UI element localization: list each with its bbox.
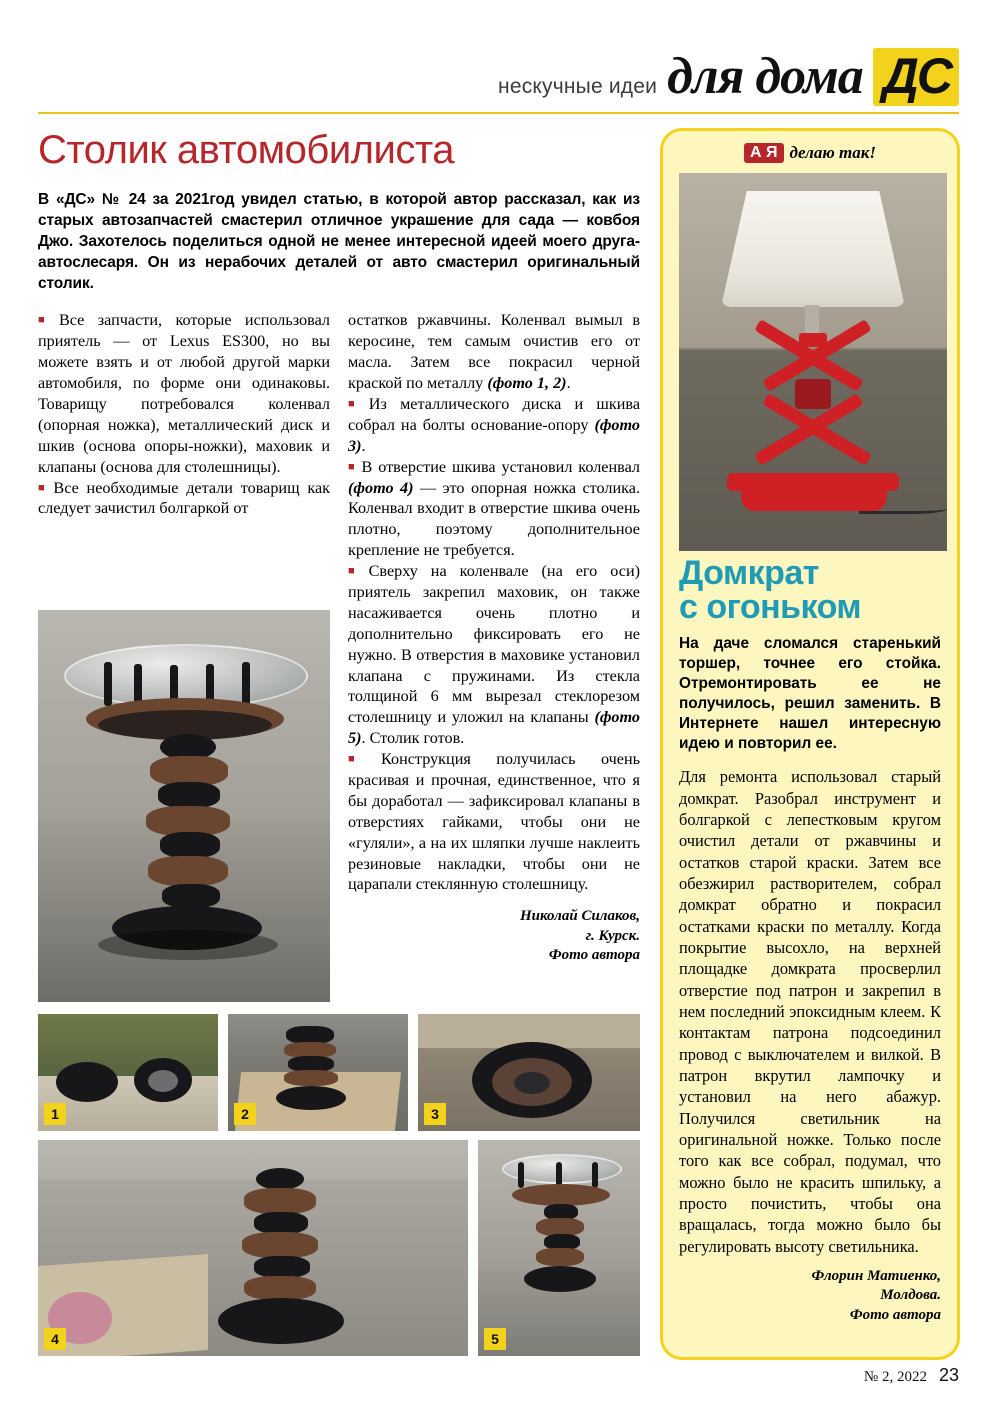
masthead-title-group — [498, 48, 959, 106]
masthead-divider — [38, 112, 959, 114]
signature-city: г. Курск. — [585, 927, 640, 944]
photo-number: 2 — [234, 1103, 256, 1125]
badge-text: делаю так! — [789, 143, 876, 162]
article-p4-a: Из металлического диска и шкива собрал на болты основание-опору — [348, 394, 641, 434]
photo-number: 4 — [44, 1328, 66, 1350]
photo-finished-table — [38, 610, 330, 1002]
page-footer — [864, 1365, 959, 1386]
article-paragraph — [348, 749, 640, 895]
article-paragraph — [348, 457, 640, 561]
photo-ref: (фото 4) — [348, 478, 414, 497]
sidebar-title-line2: с огоньком — [679, 587, 862, 626]
sidebar-signature-photo-credit: Фото автора — [849, 1306, 941, 1323]
article-p1-text: Все запчасти, которые использовал приятель — от Lexus ES300, но вы можете взять и от любой другой марки автомобиля, по форме они одинаковы. Товарищу потребовался коленвал (опорная ножка), металлический диск и шкив (основа опоры-ножки), маховик и клапаны (основа для столешницы). — [38, 311, 330, 476]
article-p3-a: остатков ржавчины. Коленвал вымыл в керосине, тем самым очистив его от масла. Затем все покрасил черной краской по металлу — [348, 311, 640, 393]
sidebar-title-line1: Домкрат — [679, 554, 819, 592]
masthead-kicker: нескучные идеи — [498, 75, 658, 98]
signature-name: Николай Силаков, — [520, 908, 640, 925]
photo-number: 1 — [44, 1103, 66, 1125]
masthead-logo: ДС — [873, 48, 959, 106]
article-p5-c: — это опорная ножка столика. Коленвал входит в отверстие шкива очень плотно, поэтому дополнительное крепление не требуется. — [348, 478, 641, 560]
sidebar-signature — [679, 1267, 941, 1326]
article-p2-text: Все необходимые детали товарищ как следует зачистил болгаркой от — [38, 478, 330, 518]
page-number: 23 — [938, 1365, 959, 1385]
photo-ref: (фото 5) — [348, 708, 640, 748]
photo-step-2 — [228, 1014, 408, 1131]
article-paragraph — [38, 478, 330, 520]
photo-number: 3 — [424, 1103, 446, 1125]
article-p5-a: В отверстие шкива установил коленвал — [361, 457, 640, 476]
article-paragraph — [348, 310, 640, 394]
photo-ref: (фото 1, 2) — [487, 374, 567, 393]
article-signature — [348, 907, 640, 966]
sidebar-badge — [679, 143, 941, 163]
signature-photo-credit: Фото автора — [548, 947, 640, 964]
photo-step-5 — [478, 1140, 640, 1356]
article-p7-text: Конструкция получилась очень красивая и прочная, единственное, что я бы доработал — зафиксировал клапаны в отверстиях гайками, чтобы они не «гуляли», а на их шляпки лучше наклеить резиновые накладки, чтобы они не царапали стеклянную столешницу. — [348, 750, 640, 894]
photo-number: 5 — [484, 1328, 506, 1350]
article-paragraph — [38, 310, 330, 477]
sidebar-body: Для ремонта использовал старый домкрат. Разобрал инструмент и болгаркой с лепестковым кругом очистил детали от ржавчины и остатков старой краски. Затем все обезжирил растворителем, собрал домкрат обратно и покрасил остатками краски по металлу. Когда покрытие высохло, на верхней площадке домкрата просверлил отверстие под патрон и закрепил в нем последний эпоксидным клеем. К контактам патрона подсоединил провод с выключателем и вилкой. В патрон вкрутил лампочку и установил на него абажур. Получился светильник на оригинальной ножке. Только после того как все собрал, подумал, что можно было не красить шпильку, а просто почистить, чтобы она вращалась, тогда можно было бы регулировать высоту светильника. — [679, 767, 941, 1256]
sidebar-signature-city: Молдова. — [880, 1287, 941, 1304]
sidebar-title — [679, 554, 941, 626]
photo-jack-lamp — [679, 173, 947, 551]
photo-step-1 — [38, 1014, 218, 1131]
page-title: Столик автомобилиста — [38, 128, 454, 172]
article-paragraph — [348, 561, 640, 749]
article-p4-c: . — [361, 436, 366, 455]
article-lead: В «ДС» № 24 за 2021год увидел статью, в которой автор рассказал, как из старых автозапчастей смастерил отличное украшение для сада — ковбоя Джо. Захотелось поделиться одной не менее интересной идеей моего друга-автослесаря. Он из нерабочих деталей от авто смастерил оригинальный столик. — [38, 191, 640, 293]
badge-label: А Я — [744, 143, 784, 163]
sidebar-article — [660, 128, 960, 1360]
masthead-title: для дома — [667, 48, 863, 105]
article-p6-c: . Столик готов. — [361, 729, 465, 748]
photo-ref: (фото 3) — [348, 415, 640, 455]
article-column-2 — [348, 310, 640, 965]
power-cord — [859, 501, 947, 514]
lampshade — [721, 191, 905, 307]
masthead — [0, 0, 997, 118]
photo-step-4 — [38, 1140, 468, 1356]
article-p3-c: . — [566, 374, 571, 393]
photo-step-3 — [418, 1014, 640, 1131]
sidebar-signature-name: Флорин Матиенко, — [811, 1267, 941, 1284]
article-paragraph — [348, 394, 640, 457]
issue-label: № 2, 2022 — [863, 1369, 927, 1385]
article-p6-a: Сверху на коленвале (на его оси) приятель закрепил маховик, он также насаживается очень плотно и дополнительно фиксировать его не нужно. В отверстия в маховике установил клапана с пружинами. Из стекла толщиной 6 мм вырезал стеклорезом столешницу и уложил на клапаны — [348, 562, 640, 727]
sidebar-lead: На даче сломался старенький торшер, точнее его стойка. Отремонтировать ее не получилось, решил заменить. В Интернете нашел интересную идею и повторил ее. — [679, 635, 941, 753]
base-shadow — [98, 930, 278, 960]
